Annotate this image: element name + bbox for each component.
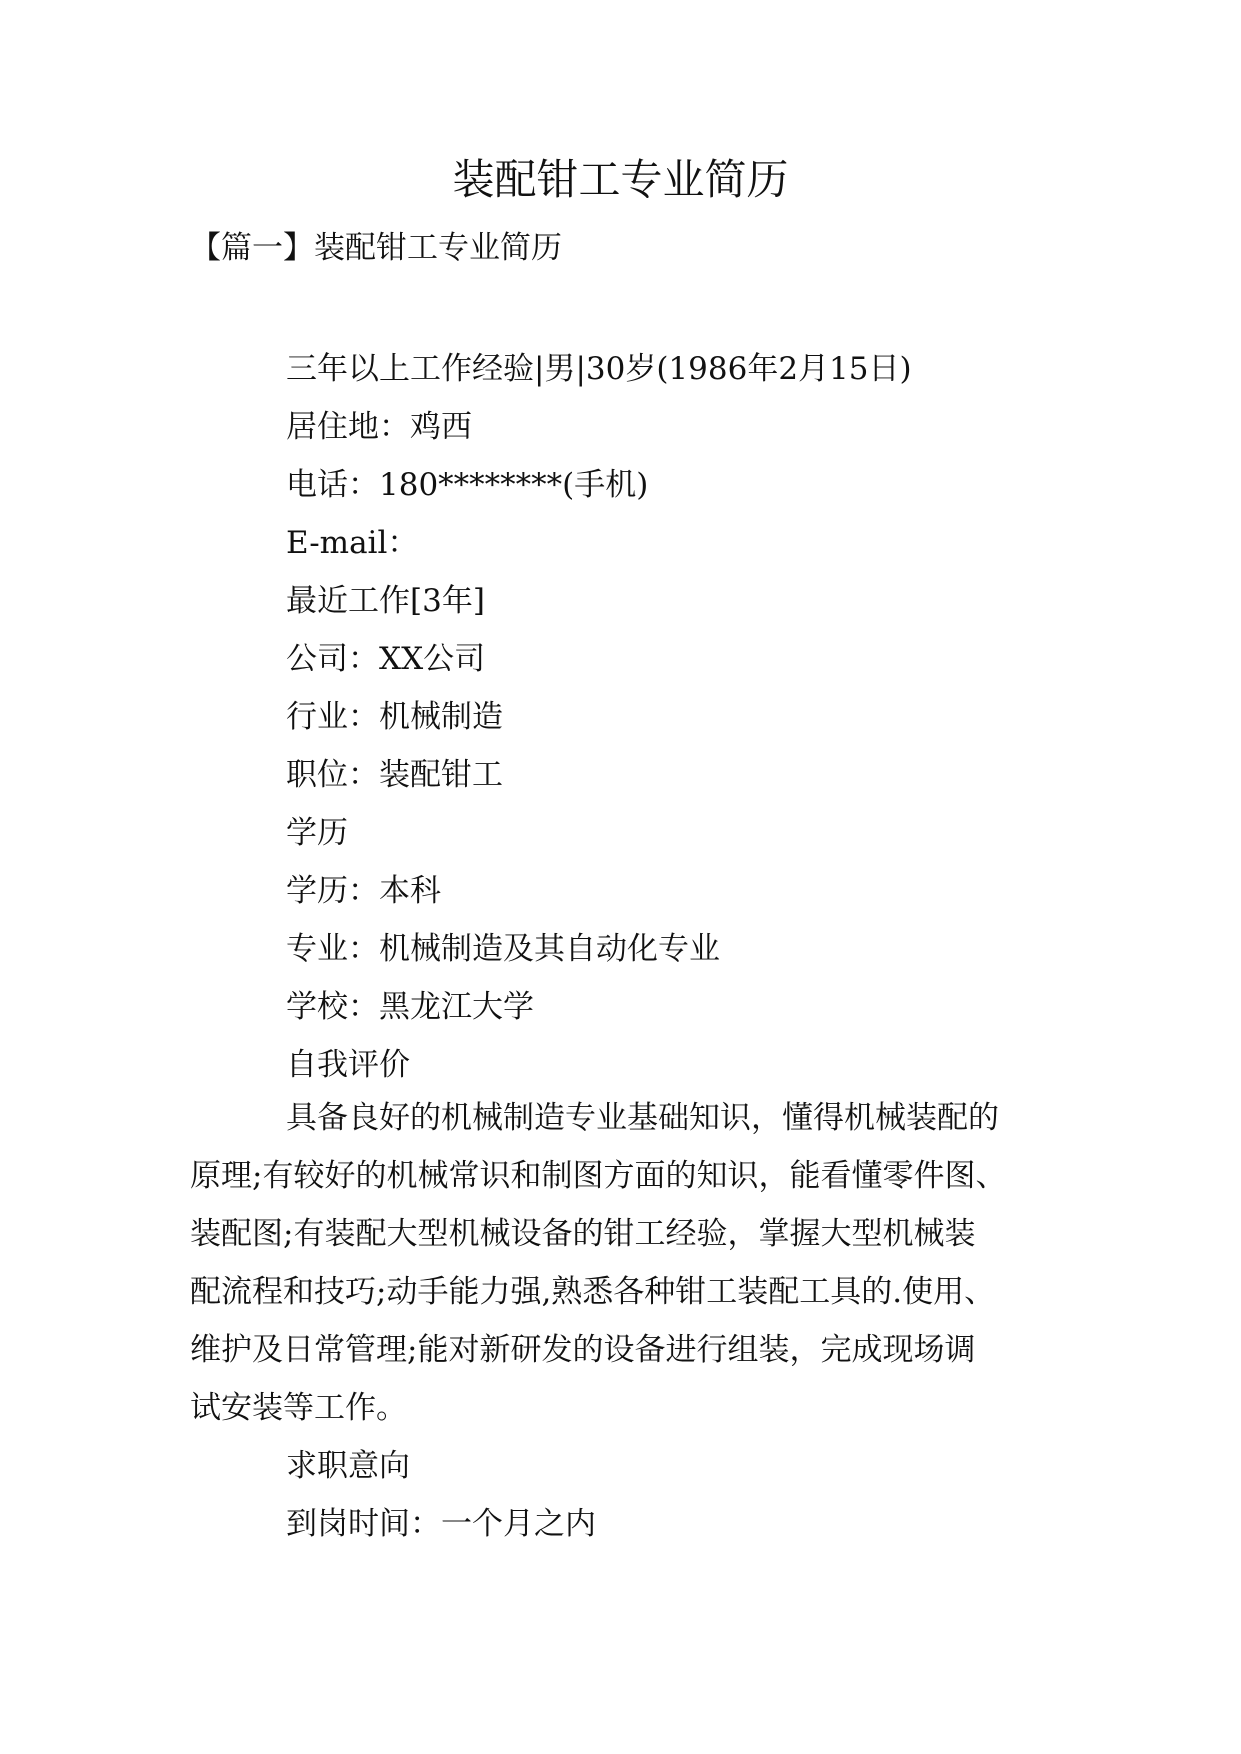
self-evaluation-paragraph	[190, 1089, 1054, 1437]
paragraph-line: 试安装等工作。	[190, 1390, 407, 1426]
job-intention-list	[286, 1437, 596, 1553]
arrival-time-line: 到岗时间：一个月之内	[286, 1506, 596, 1542]
info-line-school: 学校：黑龙江大学	[286, 989, 534, 1025]
paragraph-line: 具备良好的机械制造专业基础知识，懂得机械装配的	[286, 1100, 999, 1136]
paragraph-line: 配流程和技巧;动手能力强,熟悉各种钳工装配工具的.使用、	[190, 1274, 996, 1310]
info-line-position: 职位：装配钳工	[286, 757, 503, 793]
paragraph-line: 维护及日常管理;能对新研发的设备进行组装，完成现场调	[190, 1332, 976, 1368]
paragraph-line: 原理;有较好的机械常识和制图方面的知识，能看懂零件图、	[190, 1158, 1007, 1194]
info-line-email: E-mail：	[286, 525, 419, 561]
info-line-recent-work: 最近工作[3年]	[286, 583, 485, 619]
info-line-company: 公司：XX公司	[286, 641, 486, 677]
info-line-industry: 行业：机械制造	[286, 699, 503, 735]
job-intention-heading: 求职意向	[286, 1448, 410, 1484]
section-heading: 【篇一】装配钳工专业简历	[190, 230, 562, 266]
info-line-summary: 三年以上工作经验|男|30岁(1986年2月15日)	[286, 351, 912, 387]
info-line-phone: 电话：180********(手机)	[286, 467, 649, 503]
info-line-residence: 居住地：鸡西	[286, 409, 472, 445]
resume-info-list	[286, 340, 912, 1094]
info-line-major: 专业：机械制造及其自动化专业	[286, 931, 720, 967]
paragraph-line: 装配图;有装配大型机械设备的钳工经验，掌握大型机械装	[190, 1216, 976, 1252]
document-title: 装配钳工专业简历	[452, 155, 789, 204]
info-line-self-eval-heading: 自我评价	[286, 1047, 410, 1083]
info-line-education-heading: 学历	[286, 815, 348, 851]
info-line-degree: 学历：本科	[286, 873, 441, 909]
